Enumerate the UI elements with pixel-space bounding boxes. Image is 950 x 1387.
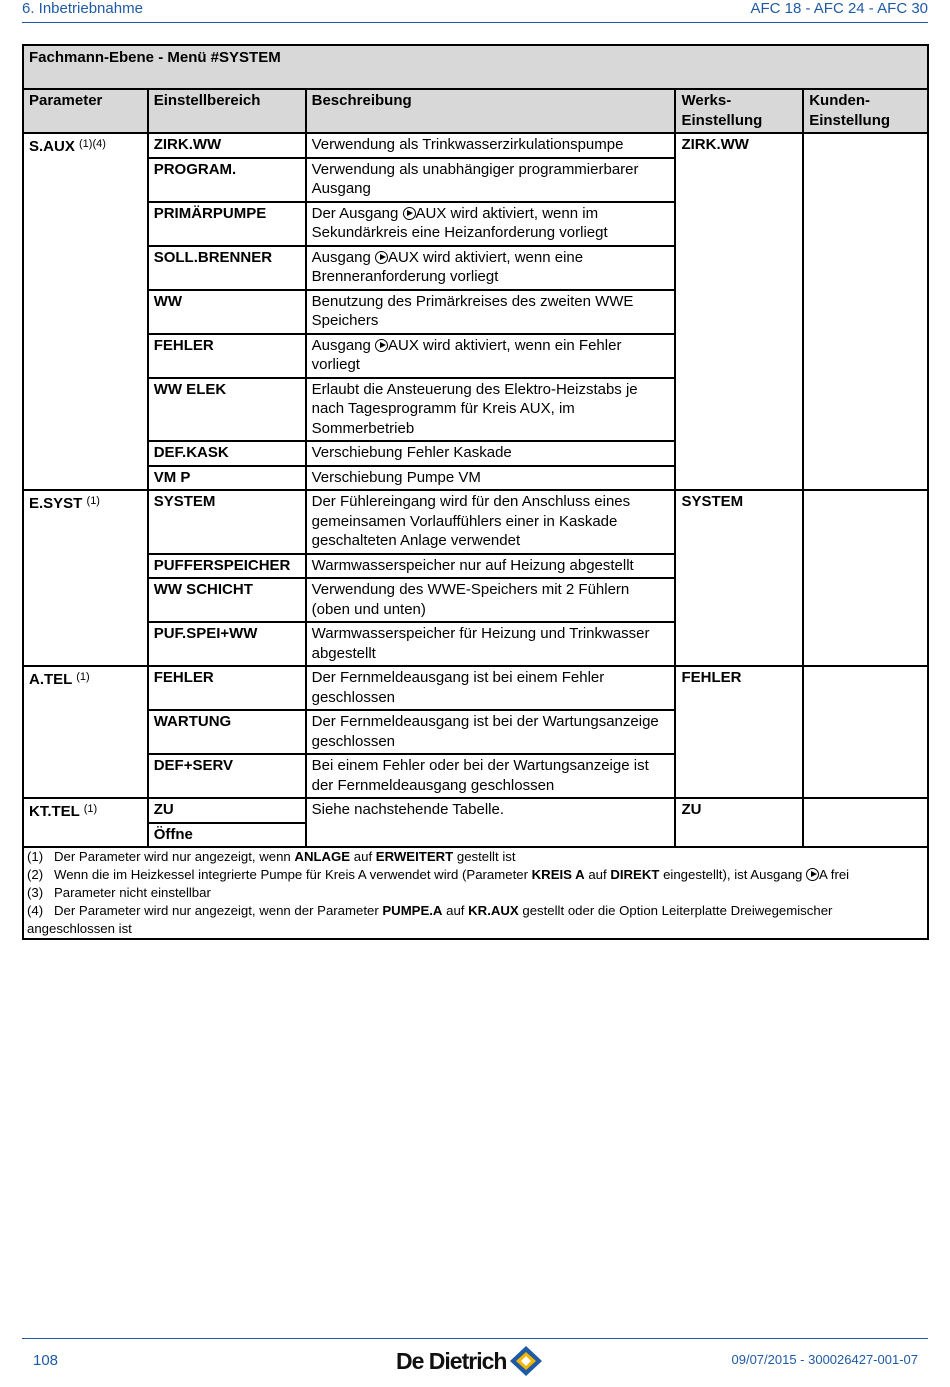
range-cell: ZIRK.WW: [148, 133, 306, 158]
param-esyst: E.SYST $^{(1)}$: [23, 490, 148, 666]
column-header-row: [23, 89, 928, 133]
customer-saux: [803, 133, 928, 490]
param-atel: A.TEL $^{(1)}$: [23, 666, 148, 798]
page-number: 108: [33, 1352, 59, 1369]
header-divider: [22, 22, 928, 23]
customer-atel: [803, 666, 928, 798]
model-names: AFC 18 - AFC 24 - AFC 30: [750, 0, 928, 17]
play-circle-icon: [806, 868, 819, 881]
description-cell: Der Fühlereingang wird für den Anschluss eines gemeinsamen Vorlauffühlers einer in Kaskade geschalteten Anlage verwendet: [306, 490, 676, 554]
description-cell: Verwendung des WWE-Speichers mit 2 Fühlern (oben und unten): [306, 578, 676, 622]
footnotes-row: [23, 847, 928, 939]
play-circle-icon: [375, 251, 388, 264]
description-cell: Der Fernmeldeausgang ist bei der Wartungsanzeige geschlossen: [306, 710, 676, 754]
range-cell: PUFFERSPEICHER: [148, 554, 306, 579]
description-cell: Verwendung als unabhängiger programmierbarer Ausgang: [306, 158, 676, 202]
table-row: [23, 133, 928, 158]
footer-divider: [22, 1338, 928, 1339]
range-cell: WW SCHICHT: [148, 578, 306, 622]
range-cell: WW ELEK: [148, 378, 306, 442]
range-cell: DEF+SERV: [148, 754, 306, 798]
customer-esyst: [803, 490, 928, 666]
description-cell: Warmwasserspeicher nur auf Heizung abgestellt: [306, 554, 676, 579]
param-kttel: KT.TEL $^{(1)}$: [23, 798, 148, 847]
description-cell: Ausgang AUX wird aktiviert, wenn eine Brenneranforderung vorliegt: [306, 246, 676, 290]
brand-name: De Dietrich: [396, 1347, 507, 1374]
description-cell: Verschiebung Fehler Kaskade: [306, 441, 676, 466]
description-cell: Verwendung als Trinkwasserzirkulationspumpe: [306, 133, 676, 158]
diamond-logo-icon: [508, 1344, 544, 1378]
range-cell: PUF.SPEI+WW: [148, 622, 306, 666]
factory-atel: FEHLER: [675, 666, 803, 798]
factory-esyst: SYSTEM: [675, 490, 803, 666]
range-cell: SOLL.BRENNER: [148, 246, 306, 290]
range-cell: PROGRAM.: [148, 158, 306, 202]
footnote: (2) Wenn die im Heizkessel integrierte Pumpe für Kreis A verwendet wird (Parameter KREIS A auf DIREKT eingestellt), ist Ausgang A frei: [27, 867, 850, 882]
range-cell: WW: [148, 290, 306, 334]
range-cell: SYSTEM: [148, 490, 306, 554]
description-cell: Der Fernmeldeausgang ist bei einem Fehler geschlossen: [306, 666, 676, 710]
play-circle-icon: [375, 339, 388, 352]
footnote: (3) Parameter nicht einstellbar: [27, 885, 211, 900]
range-cell: DEF.KASK: [148, 441, 306, 466]
col-header-description: Beschreibung: [306, 89, 676, 133]
table-row: [23, 798, 928, 823]
param-saux: S.AUX $^{(1)(4)}$: [23, 133, 148, 490]
description-cell: Warmwasserspeicher für Heizung und Trinkwasser abgestellt: [306, 622, 676, 666]
footnote: (4) Der Parameter wird nur angezeigt, wenn der Parameter PUMPE.A auf KR.AUX gestellt oder die Option Leiterplatte Dreiwegemischer angeschlossen ist: [27, 903, 833, 936]
footnotes: [23, 847, 928, 939]
footnote: (1) Der Parameter wird nur angezeigt, wenn ANLAGE auf ERWEITERT gestellt ist: [27, 849, 516, 864]
table-title: Fachmann-Ebene - Menü #SYSTEM: [23, 45, 928, 89]
description-cell: Benutzung des Primärkreises des zweiten WWE Speichers: [306, 290, 676, 334]
description-cell: Verschiebung Pumpe VM: [306, 466, 676, 491]
col-header-customer: Kunden-Einstellung: [803, 89, 928, 133]
description-cell: Ausgang AUX wird aktiviert, wenn ein Fehler vorliegt: [306, 334, 676, 378]
description-cell: Bei einem Fehler oder bei der Wartungsanzeige ist der Fernmeldeausgang geschlossen: [306, 754, 676, 798]
system-menu-table: [22, 44, 929, 940]
range-cell: FEHLER: [148, 666, 306, 710]
col-header-range: Einstellbereich: [148, 89, 306, 133]
document-reference: 09/07/2015 - 300026427-001-07: [731, 1352, 918, 1367]
range-cell: VM P: [148, 466, 306, 491]
col-header-parameter: Parameter: [23, 89, 148, 133]
range-cell: WARTUNG: [148, 710, 306, 754]
description-cell: Der Ausgang AUX wird aktiviert, wenn im Sekundärkreis eine Heizanforderung vorliegt: [306, 202, 676, 246]
brand-logo: [396, 1344, 544, 1378]
range-cell: Öffne: [148, 823, 306, 848]
description-cell: Siehe nachstehende Tabelle.: [306, 798, 676, 847]
range-cell: FEHLER: [148, 334, 306, 378]
play-circle-icon: [403, 207, 416, 220]
factory-saux: ZIRK.WW: [675, 133, 803, 490]
description-cell: Erlaubt die Ansteuerung des Elektro-Heizstabs je nach Tagesprogramm für Kreis AUX, im Sommerbetrieb: [306, 378, 676, 442]
section-title: 6. Inbetriebnahme: [22, 0, 143, 17]
range-cell: PRIMÄRPUMPE: [148, 202, 306, 246]
factory-kttel: ZU: [675, 798, 803, 847]
table-row: [23, 666, 928, 710]
range-cell: ZU: [148, 798, 306, 823]
table-row: [23, 490, 928, 554]
col-header-factory: Werks-Einstellung: [675, 89, 803, 133]
customer-kttel: [803, 798, 928, 847]
